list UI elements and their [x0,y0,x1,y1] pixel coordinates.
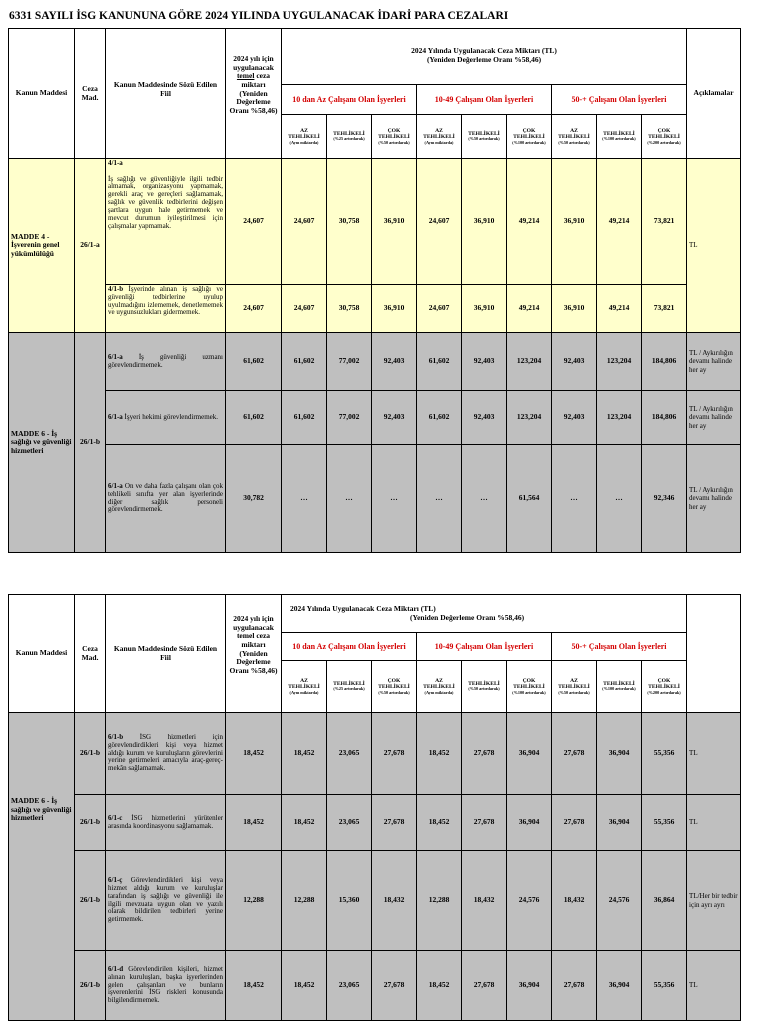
amount-cell: … [282,445,327,553]
fiil-cell: 6/1-d Görevlendirilen kişileri, hizmet alınan kuruluşları, başka işyerlerinden gelen çalışanları ve bunların işverenlerini İSG riskleri konusunda bilgilendirmemek. [106,951,226,1021]
amount-cell: 27,678 [462,795,507,851]
subheader-cell [507,115,552,159]
subheader-cell [327,661,372,713]
amount-cell: 184,806 [642,333,687,391]
aciklama-cell: TL [687,713,741,795]
header-fiil: Kanun Maddesinde Sözü Edilen Fiil [106,595,226,713]
amount-cell: 123,204 [507,333,552,391]
subheader-note: (%50 artırılarak) [558,139,590,145]
amount-cell: 24,607 [282,159,327,285]
amount-cell: 36,904 [507,713,552,795]
amount-cell: 92,346 [642,445,687,553]
amount-cell: 36,910 [462,159,507,285]
group-header-10-49: 10-49 Çalışanı Olan İşyerleri [417,633,552,661]
amount-cell: 61,602 [417,333,462,391]
temel-ceza-cell: 61,602 [226,333,282,391]
amount-cell: 92,403 [462,391,507,445]
temel-ceza-cell: 12,288 [226,851,282,951]
amount-cell: 18,452 [282,951,327,1021]
aciklama-cell: TL / Aykırılığın devamı halinde her ay [687,445,741,553]
amount-cell: 123,204 [597,391,642,445]
amount-cell: 73,821 [642,159,687,285]
amount-cell: … [417,445,462,553]
penalty-table-1 [8,28,741,553]
ceza-mad-cell: 26/1-b [75,713,106,795]
subheader-cell [597,661,642,713]
subheader-cell [327,115,372,159]
subheader-note: (%50 artırılarak) [468,686,500,692]
subheader-cell [642,661,687,713]
amount-cell: 36,864 [642,851,687,951]
amount-cell: 27,678 [462,951,507,1021]
amount-cell: 36,910 [552,285,597,333]
amount-cell: 24,607 [417,159,462,285]
subheader-label: TEHLİKELİ [468,130,500,137]
group-header-10-49: 10-49 Çalışanı Olan İşyerleri [417,85,552,115]
subheader-cell [417,115,462,159]
subheader-label: TEHLİKELİ [603,680,635,687]
subheader-note: (%25 artırılarak) [333,686,365,692]
fiil-cell: 6/1-a İşyeri hekimi görevlendirmemek. [106,391,226,445]
subheader-note: (%100 artırılarak) [602,686,636,692]
table-row [9,391,741,445]
subheader-note: (Aynı miktarda) [289,689,319,695]
subheader-label: ÇOK TEHLİKELİ [648,677,680,691]
table-row [9,445,741,553]
amount-cell: 36,910 [372,285,417,333]
amount-cell: 92,403 [372,333,417,391]
amount-cell: 123,204 [507,391,552,445]
fiil-cell: 4/1-b İşyerinde alınan iş sağlığı ve güvenliği tedbirlerine uyulup uyulmadığını izlememek, denetlememek ve uygunsuzlukları gidermemek. [106,285,226,333]
subheader-label: AZ TEHLİKELİ [558,127,590,141]
amount-cell: 18,432 [552,851,597,951]
aciklama-cell: TL / Aykırılığın devamı halinde her ay [687,333,741,391]
subheader-note: (%100 artırılarak) [512,689,546,695]
amount-cell: 55,356 [642,951,687,1021]
table-row [9,713,741,795]
amount-cell: 27,678 [552,713,597,795]
subheader-note: (%100 artırılarak) [512,139,546,145]
subheader-label: ÇOK TEHLİKELİ [378,677,410,691]
amount-cell: 73,821 [642,285,687,333]
amount-cell: 23,065 [327,795,372,851]
amount-cell: 30,758 [327,285,372,333]
subheader-note: (%50 artırılarak) [378,689,410,695]
aciklama-cell: TL / Aykırılığın devamı halinde her ay [687,391,741,445]
table-row [9,333,741,391]
amount-cell: 61,564 [507,445,552,553]
amount-cell: 27,678 [372,713,417,795]
header-fiil: Kanun Maddesinde Sözü Edilen Fiil [106,29,226,159]
amount-cell: 23,065 [327,951,372,1021]
subheader-note: (%50 artırılarak) [558,689,590,695]
amount-cell: 55,356 [642,795,687,851]
kanun-maddesi-cell: MADDE 4 - İşverenin genel yükümlülüğü [9,159,75,333]
subheader-cell [417,661,462,713]
amount-cell: 36,910 [552,159,597,285]
table-row [9,285,741,333]
amount-cell: 36,904 [597,713,642,795]
subheader-cell [552,115,597,159]
header-temel-ceza: 2024 yılı için uygulanacak temel ceza miktarı (Yeniden Değerleme Oranı %58,46) [226,595,282,713]
amount-cell: 36,904 [507,795,552,851]
amount-cell: 36,904 [597,951,642,1021]
amount-cell: … [372,445,417,553]
group-header-10-az: 10 dan Az Çalışanı Olan İşyerleri [282,85,417,115]
amount-cell: 24,576 [597,851,642,951]
group-header-50-plus: 50-+ Çalışanı Olan İşyerleri [552,633,687,661]
header-ceza-mad: Ceza Mad. [75,29,106,159]
amount-cell: 24,607 [282,285,327,333]
amount-cell: 61,602 [282,333,327,391]
kanun-maddesi-cell: MADDE 6 - İş sağlığı ve güvenliği hizmetleri [9,333,75,553]
ceza-mad-cell: 26/1-b [75,795,106,851]
ceza-mad-cell: 26/1-b [75,951,106,1021]
aciklama-cell: TL [687,159,741,333]
subheader-label: AZ TEHLİKELİ [423,127,455,141]
subheader-cell [282,115,327,159]
amount-cell: 23,065 [327,713,372,795]
amount-cell: 18,452 [417,795,462,851]
header-ceza-miktari: 2024 Yılında Uygulanacak Ceza Miktarı (TL) (Yeniden Değerleme Oranı %58,46) [282,595,687,633]
amount-cell: 12,288 [417,851,462,951]
subheader-note: (%50 artırılarak) [378,139,410,145]
subheader-cell [507,661,552,713]
subheader-label: ÇOK TEHLİKELİ [513,677,545,691]
amount-cell: … [462,445,507,553]
kanun-maddesi-cell: MADDE 6 - İş sağlığı ve güvenliği hizmetleri [9,713,75,1021]
amount-cell: 27,678 [552,951,597,1021]
amount-cell: 18,452 [282,795,327,851]
amount-cell: 36,910 [372,159,417,285]
subheader-note: (%50 artırılarak) [468,136,500,142]
amount-cell: 77,002 [327,333,372,391]
amount-cell: 92,403 [552,391,597,445]
amount-cell: 12,288 [282,851,327,951]
table-row [9,159,741,285]
subheader-cell [642,115,687,159]
amount-cell: 92,403 [552,333,597,391]
amount-cell: 36,910 [462,285,507,333]
amount-cell: 27,678 [462,713,507,795]
header-kanun-maddesi: Kanun Maddesi [9,29,75,159]
header-ceza-miktari: 2024 Yılında Uygulanacak Ceza Miktarı (TL) (Yeniden Değerleme Oranı %58,46) [282,29,687,85]
group-header-50-plus: 50-+ Çalışanı Olan İşyerleri [552,85,687,115]
subheader-cell [372,115,417,159]
subheader-label: ÇOK TEHLİKELİ [513,127,545,141]
subheader-note: (%200 artırılarak) [647,689,681,695]
temel-ceza-cell: 18,452 [226,713,282,795]
amount-cell: 18,452 [282,713,327,795]
subheader-cell [462,115,507,159]
ceza-mad-cell: 26/1-b [75,333,106,553]
subheader-note: (Aynı miktarda) [289,139,319,145]
subheader-note: (%100 artırılarak) [602,136,636,142]
fiil-cell: 6/1-b İSG hizmetleri için görevlendirdikleri kişi veya hizmet aldığı kurum ve kuruluşların görevlerini yerine getirmeleri amacıyla araç-gereç-mekân sağlamamak. [106,713,226,795]
fiil-cell: 6/1-a On ve daha fazla çalışanı olan çok tehlikeli sınıfta yer alan işyerlerinde diğer sağlık personeli görevlendirmemek. [106,445,226,553]
amount-cell: 24,576 [507,851,552,951]
amount-cell: 61,602 [417,391,462,445]
header-temel-ceza: 2024 yılı için uygulanacak temel ceza miktarı (Yeniden Değerleme Oranı %58,46) [226,29,282,159]
amount-cell: 18,452 [417,713,462,795]
subheader-label: TEHLİKELİ [333,130,365,137]
table-row [9,851,741,951]
subheader-note: (%25 artırılarak) [333,136,365,142]
amount-cell: 36,904 [597,795,642,851]
subheader-label: TEHLİKELİ [603,130,635,137]
temel-ceza-cell: 18,452 [226,951,282,1021]
subheader-label: TEHLİKELİ [468,680,500,687]
fiil-cell: 6/1-a İş güvenliği uzmanı görevlendirmemek. [106,333,226,391]
amount-cell: 77,002 [327,391,372,445]
subheader-cell [462,661,507,713]
amount-cell: 184,806 [642,391,687,445]
amount-cell: 92,403 [462,333,507,391]
subheader-label: AZ TEHLİKELİ [558,677,590,691]
amount-cell: 18,432 [372,851,417,951]
amount-cell: 27,678 [552,795,597,851]
subheader-note: (Aynı miktarda) [424,139,454,145]
amount-cell: 18,452 [417,951,462,1021]
subheader-label: ÇOK TEHLİKELİ [648,127,680,141]
fiil-cell: 6/1-c İSG hizmetlerini yürütenler arasında koordinasyonu sağlamamak. [106,795,226,851]
group-header-10-az: 10 dan Az Çalışanı Olan İşyerleri [282,633,417,661]
fiil-cell: 6/1-ç Görevlendirdikleri kişi veya hizmet aldığı kurum ve kuruluşlar tarafından iş sağlığı ve güvenliği ile ilgili mevzuata uygun olan ve yazılı olarak bildirilen tedbirleri yerine getirmemek. [106,851,226,951]
subheader-label: AZ TEHLİKELİ [423,677,455,691]
temel-ceza-cell: 24,607 [226,285,282,333]
amount-cell: … [327,445,372,553]
amount-cell: 27,678 [372,951,417,1021]
subheader-label: AZ TEHLİKELİ [288,127,320,141]
subheader-label: TEHLİKELİ [333,680,365,687]
header-ceza-mad: Ceza Mad. [75,595,106,713]
amount-cell: 24,607 [417,285,462,333]
amount-cell: 15,360 [327,851,372,951]
amount-cell: … [597,445,642,553]
temel-ceza-cell: 18,452 [226,795,282,851]
subheader-label: AZ TEHLİKELİ [288,677,320,691]
amount-cell: 49,214 [507,159,552,285]
subheader-cell [597,115,642,159]
amount-cell: 30,758 [327,159,372,285]
amount-cell: 49,214 [597,159,642,285]
amount-cell: 61,602 [282,391,327,445]
subheader-label: ÇOK TEHLİKELİ [378,127,410,141]
amount-cell: 49,214 [597,285,642,333]
aciklama-cell: TL/Her bir tedbir için ayrı ayrı [687,851,741,951]
ceza-mad-cell: 26/1-a [75,159,106,333]
ceza-mad-cell: 26/1-b [75,851,106,951]
subheader-cell [372,661,417,713]
aciklama-cell: TL [687,951,741,1021]
penalty-table-2 [8,594,741,1021]
temel-ceza-cell: 61,602 [226,391,282,445]
header-aciklamalar [687,595,741,713]
subheader-note: (%200 artırılarak) [647,139,681,145]
amount-cell: 27,678 [372,795,417,851]
header-aciklamalar: Açıklamalar [687,29,741,159]
subheader-cell [552,661,597,713]
amount-cell: 49,214 [507,285,552,333]
header-kanun-maddesi: Kanun Maddesi [9,595,75,713]
fiil-cell: 4/1-a İş sağlığı ve güvenliğiyle ilgili tedbir almamak, organizasyonu yapmamak, gerekli araç ve gereçleri sağlamamak, sağlık ve güvenlik tedbirlerini değişen şartlara uygun hale getirmemek ve mevcut durumun iyileştirilmesi için çalışmalar yapmamak. [106,159,226,285]
temel-ceza-cell: 24,607 [226,159,282,285]
page-title: 6331 SAYILI İSG KANUNUNA GÖRE 2024 YILINDA UYGULANACAK İDARİ PARA CEZALARI [9,10,509,22]
temel-ceza-cell: 30,782 [226,445,282,553]
table-row [9,951,741,1021]
table-row [9,795,741,851]
subheader-note: (Aynı miktarda) [424,689,454,695]
amount-cell: 123,204 [597,333,642,391]
amount-cell: … [552,445,597,553]
amount-cell: 92,403 [372,391,417,445]
aciklama-cell: TL [687,795,741,851]
amount-cell: 18,432 [462,851,507,951]
subheader-cell [282,661,327,713]
amount-cell: 36,904 [507,951,552,1021]
amount-cell: 55,356 [642,713,687,795]
